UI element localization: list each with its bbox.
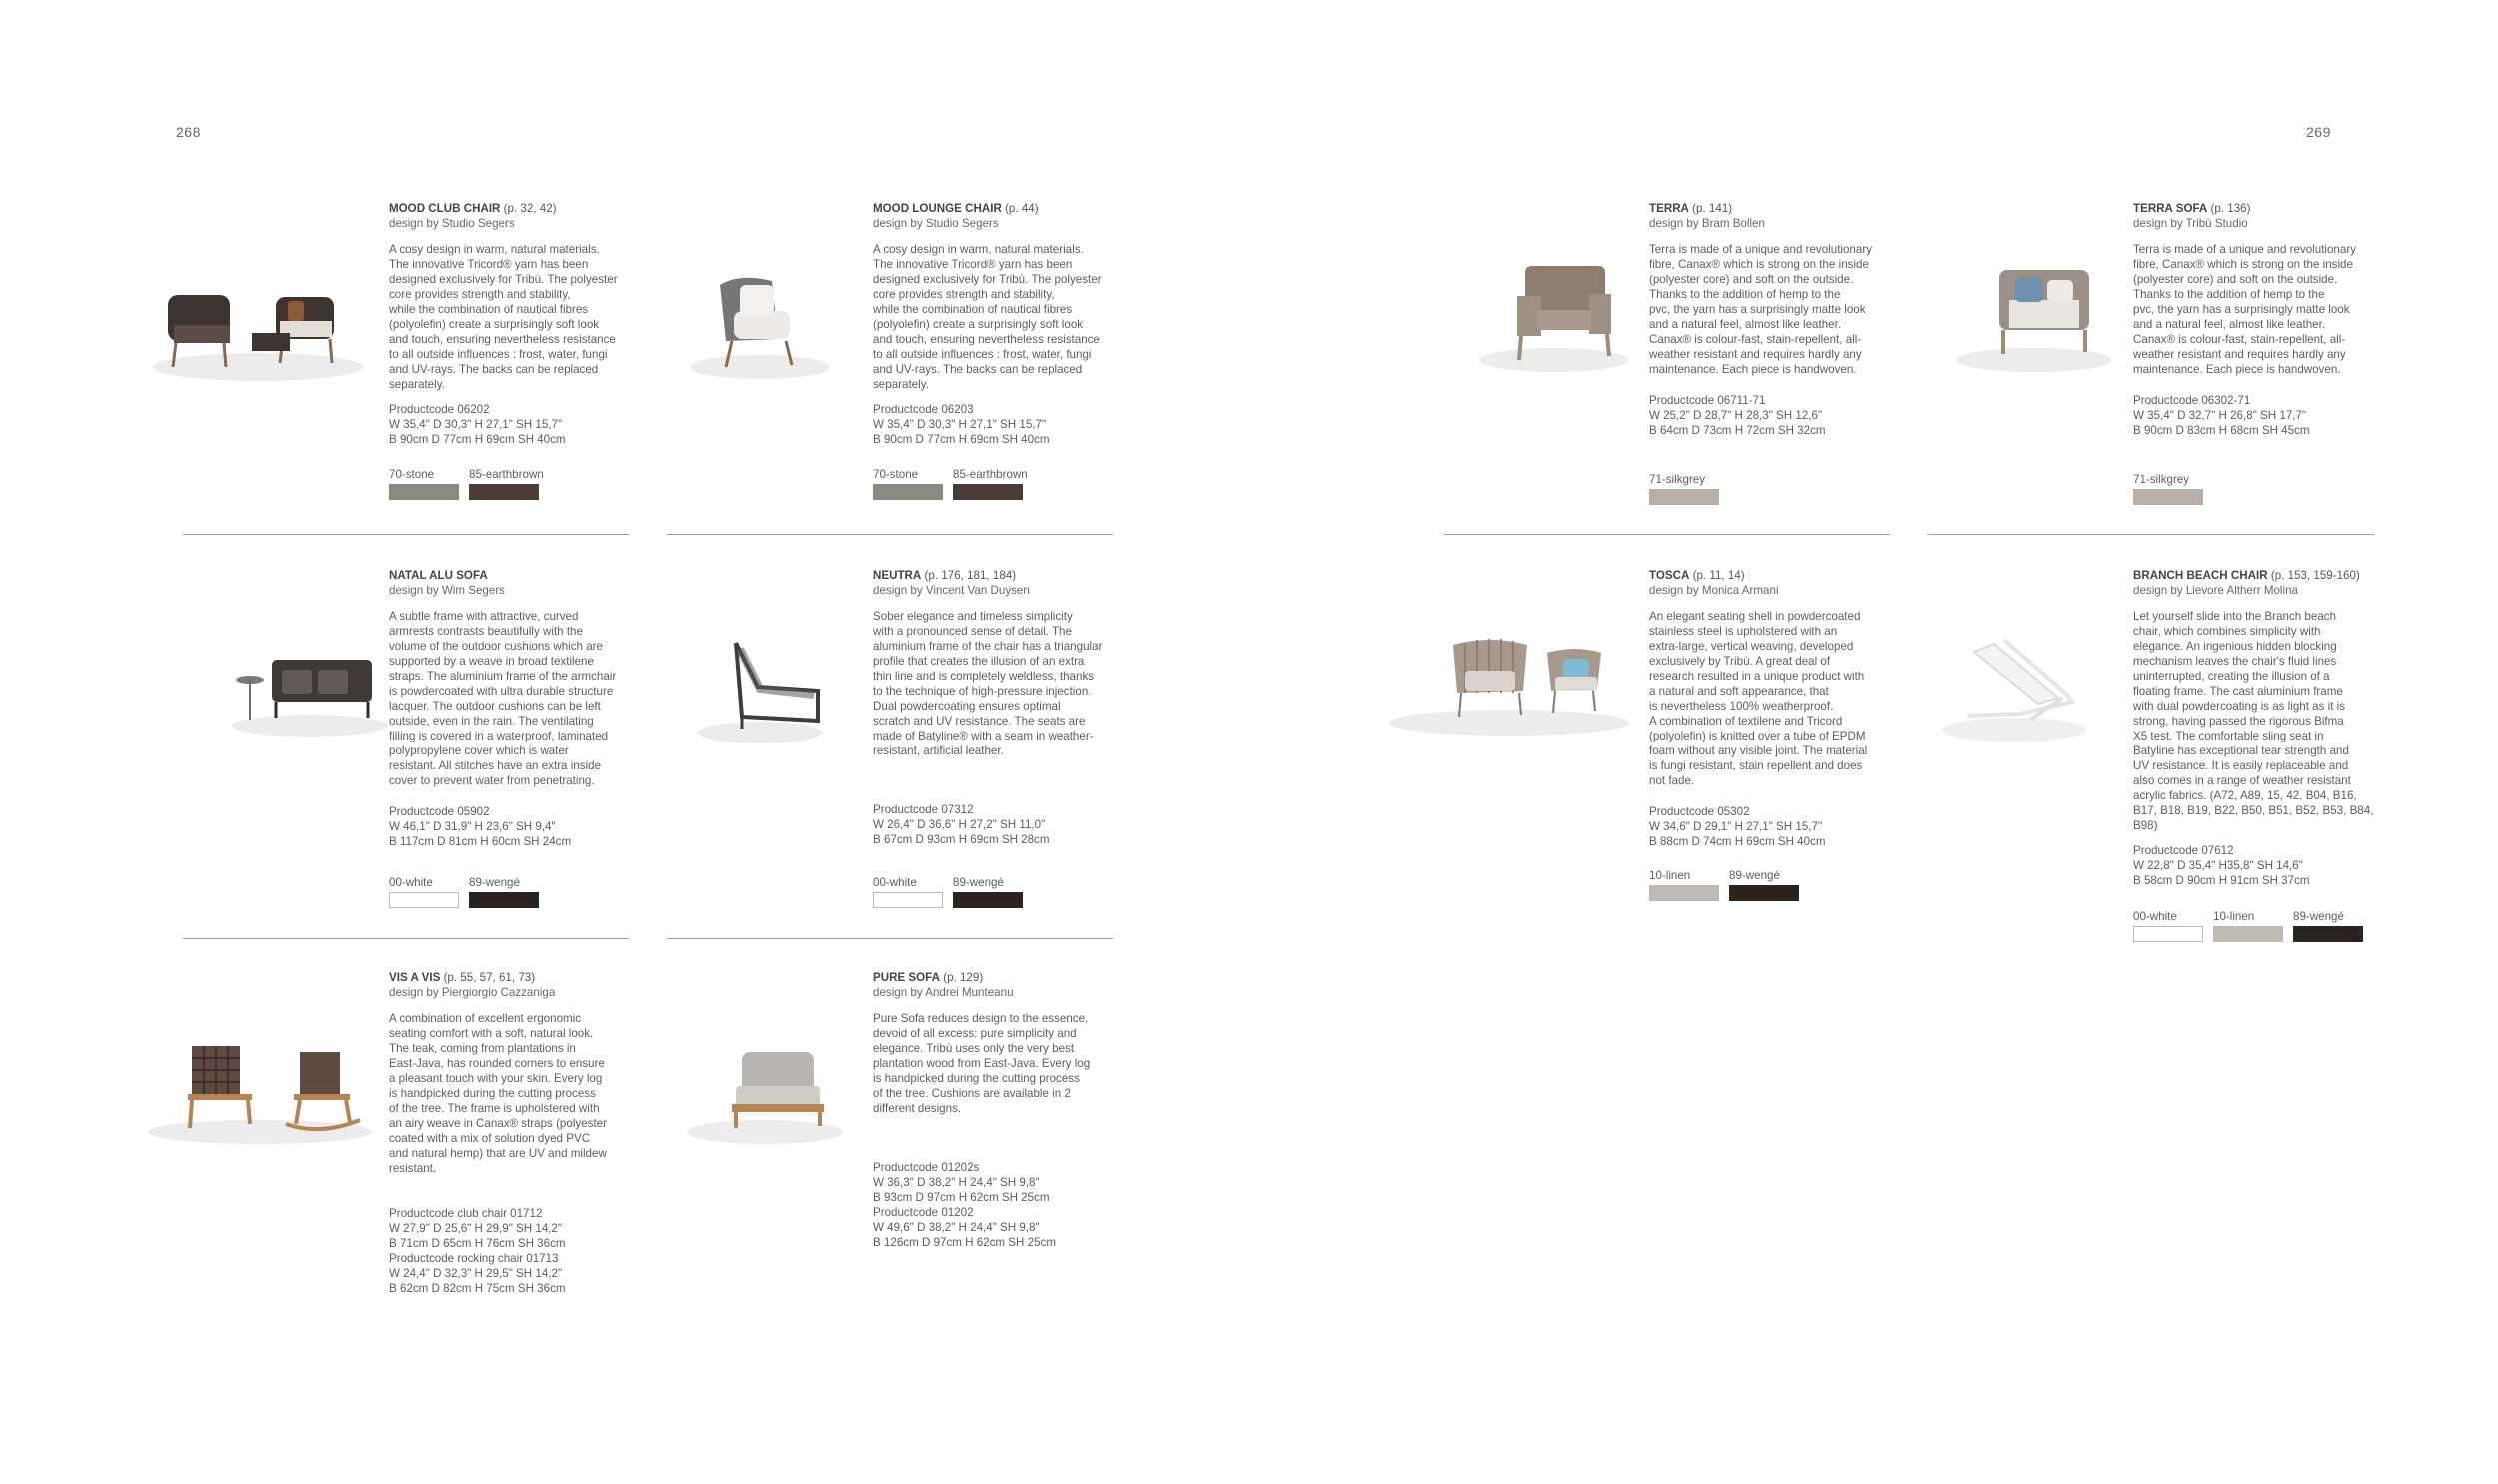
divider	[667, 534, 1113, 535]
vis-a-vis-chairs-photo	[140, 1024, 380, 1154]
product-title	[873, 970, 1327, 985]
product-branch-beach-chair	[2133, 568, 2498, 888]
swatch-label: 89-wengé	[2293, 910, 2344, 923]
product-name: MOOD CLUB CHAIR	[389, 202, 501, 215]
tosca-swatches	[1649, 869, 1799, 901]
swatch-chip	[469, 892, 539, 908]
swatch-earthbrown	[953, 468, 1028, 500]
swatch-wenge	[1729, 869, 1799, 901]
swatch-label: 00-white	[389, 876, 433, 889]
swatch-chip	[1649, 885, 1719, 901]
product-neutra	[873, 568, 1327, 847]
product-description: Terra is made of a unique and revolutionary fibre, Canax® which is strong on the inside (polyester core) and soft on the outside. Thanks to the addition of hemp to the pvc, the yarn has a surprisingly matte look and a natural feel, almost like leather. Canax® is colour-fast, stain-repellent, all- weather resistant and requires hardly any maintenance. Each piece is handwoven.	[1649, 243, 1872, 376]
swatch-chip	[469, 484, 539, 500]
divider	[1928, 534, 2374, 535]
product-page-refs: (p. 55, 57, 61, 73)	[443, 971, 536, 984]
natal-alu-swatches	[389, 876, 539, 908]
divider	[667, 938, 1113, 939]
terra-sofa-photo	[1949, 250, 2119, 385]
product-specs: Productcode 06203 W 35,4" D 30,3" H 27,1" SH 15,7" B 90cm D 77cm H 69cm SH 40cm	[873, 403, 1050, 446]
product-page-refs: (p. 141)	[1692, 202, 1733, 215]
product-designer: design by Andrei Munteanu	[873, 986, 1014, 999]
swatch-label: 70-stone	[389, 468, 435, 481]
product-title	[1649, 568, 2104, 583]
product-page-refs: (p. 129)	[943, 971, 984, 984]
neutra-chair-photo	[690, 625, 850, 754]
product-page-refs: (p. 153, 159-160)	[2270, 569, 2360, 582]
swatch-label: 71-silkgrey	[1649, 473, 1706, 486]
swatch-chip	[2133, 926, 2203, 942]
swatch-chip	[1729, 885, 1799, 901]
product-description: A subtle frame with attractive, curved armrests contrasts beautifully with the volume of the outdoor cushions which are supported by a weave in broad textilene straps. The aluminium frame of the armchair is powdercoated with ultra durable structure lacquer. The outdoor cushions can be left outside, even in the rain. The ventilating filling is covered in a waterproof, laminated polypropylene cover which is water resistant. All stitches have an extra inside cover to prevent water from penetrating.	[389, 610, 617, 787]
product-specs: Productcode 06711-71 W 25,2" D 28,7" H 28,3" SH 12,6" B 64cm D 73cm H 72cm SH 32cm	[1649, 394, 1826, 437]
product-description: Let yourself slide into the Branch beach chair, which combines simplicity with elegance. An ingenious hidden blocking mechanism leaves the chair's fluid lines uninterrupted, creating the illusion of a floating frame. The cast aluminium frame with dual powdercoating is as light as it is strong, having passed the rigorous Bifma X5 test. The comfortable sling seat in Batyline has exceptional tear strength and UV resistance. It is easily replaceable and also comes in a range of weather resistant acrylic fabrics. (A72, A89, 15, 42, B04, B16, B17, B18, B19, B22, B50, B51, B52, B53, B84, B98)	[2133, 610, 2374, 832]
product-title	[873, 568, 1327, 583]
product-designer: design by Studio Segers	[389, 217, 515, 230]
product-title	[2133, 201, 2498, 216]
swatch-label: 10-linen	[2213, 910, 2255, 923]
product-name: VIS A VIS	[389, 971, 441, 984]
product-name: NATAL ALU SOFA	[389, 569, 488, 582]
branch-beach-swatches	[2133, 910, 2363, 942]
product-title	[873, 201, 1327, 216]
swatch-chip	[873, 892, 943, 908]
product-title	[389, 568, 844, 583]
product-designer: design by Studio Segers	[873, 217, 999, 230]
product-description: A cosy design in warm, natural materials. The innovative Tricord® yarn has been designed exclusively for Tribù. The polyester core provides strength and stability, while the combination of nautical fibres (polyolefin) create a surprisingly soft look and touch, ensuring nevertheless resistance to all outside influences : frost, water, fungi and UV-rays. The backs can be replaced separately.	[389, 243, 618, 391]
swatch-label: 89-wengé	[469, 876, 520, 889]
product-title	[2133, 568, 2498, 583]
product-mood-lounge-chair	[873, 201, 1327, 447]
product-specs: Productcode 06302-71 W 35,4" D 32,7" H 26,8" SH 17,7" B 90cm D 83cm H 68cm SH 45cm	[2133, 394, 2310, 437]
swatch-chip	[2293, 926, 2363, 942]
product-name: TOSCA	[1649, 569, 1690, 582]
product-designer: design by Piergiorgio Cazzaniga	[389, 986, 556, 999]
swatch-chip	[953, 892, 1023, 908]
swatch-chip	[2133, 489, 2203, 505]
swatch-stone	[873, 468, 943, 500]
swatch-chip	[873, 484, 943, 500]
product-specs: Productcode 06202 W 35,4" D 30,3" H 27,1" SH 15,7" B 90cm D 77cm H 69cm SH 40cm	[389, 403, 566, 446]
product-description: A combination of excellent ergonomic seating comfort with a soft, natural look. The teak, coming from plantations in East-Java, has rounded corners to ensure a pleasant touch with your skin. Every log is handpicked during the cutting process of the tree. The frame is upholstered with an airy weave in Canax® straps (polyester coated with a mix of solution dyed PVC and natural hemp) that are UV and mildew resistant.	[389, 1012, 607, 1175]
product-specs: Productcode 07312 W 26,4" D 36,6" H 27,2" SH 11,0" B 67cm D 93cm H 69cm SH 28cm	[873, 803, 1050, 846]
swatch-chip	[953, 484, 1023, 500]
swatch-label: 85-earthbrown	[469, 468, 544, 481]
tosca-chairs-photo	[1379, 615, 1639, 749]
product-title	[389, 970, 844, 985]
product-name: PURE SOFA	[873, 971, 940, 984]
natal-alu-sofa-photo	[220, 630, 390, 749]
swatch-silkgrey	[2133, 473, 2203, 505]
terra-sofa-swatches	[2133, 473, 2203, 505]
product-description: Sober elegance and timeless simplicity with a pronounced sense of detail. The aluminium frame of the chair has a triangular profile that creates the illusion of an extra thin line and is completely weldless, thanks to the technique of high-pressure injection. Dual powdercoating ensures optimal scratch and UV resistance. The seats are made of Batyline® with a seam in weather- resistant, artificial leather.	[873, 610, 1103, 757]
page-number-left: 268	[176, 124, 201, 140]
product-designer: design by Bram Bollen	[1649, 217, 1765, 230]
product-title	[1649, 201, 2104, 216]
neutra-swatches	[873, 876, 1023, 908]
product-page-refs: (p. 32, 42)	[503, 202, 557, 215]
swatch-chip	[1649, 489, 1719, 505]
product-designer: design by Wim Segers	[389, 584, 505, 597]
swatch-white	[2133, 910, 2203, 942]
product-specs: Productcode 05902 W 46,1" D 31,9" H 23,6" SH 9,4" B 117cm D 81cm H 60cm SH 24cm	[389, 805, 572, 848]
product-designer: design by Lievore Altherr Molina	[2133, 584, 2298, 597]
swatch-wenge	[469, 876, 539, 908]
swatch-linen	[2213, 910, 2283, 942]
product-description: An elegant seating shell in powdercoated stainless steel is upholstered with an extra-large, vertical weaving, developed exclusively by Tribù. A great deal of research resulted in a unique product with a natural and soft appearance, that is nevertheless 100% weatherproof. A combination of textilene and Tricord (polyolefin) is knitted over a tube of EPDM foam without any visible joint. The material is fungi resistant, stain repellent and does not fade.	[1649, 610, 1868, 787]
product-name: BRANCH BEACH CHAIR	[2133, 569, 2268, 582]
swatch-earthbrown	[469, 468, 544, 500]
swatch-label: 00-white	[873, 876, 917, 889]
product-page-refs: (p. 11, 14)	[1692, 569, 1745, 582]
product-terra-sofa	[2133, 201, 2498, 438]
swatch-label: 71-silkgrey	[2133, 473, 2190, 486]
swatch-white	[389, 876, 459, 908]
divider	[183, 938, 629, 939]
swatch-wenge	[953, 876, 1023, 908]
product-specs: Productcode 07612 W 22,8" D 35,4" H35,8" SH 14,6" B 58cm D 90cm H 91cm SH 37cm	[2133, 844, 2310, 887]
product-page-refs: (p. 176, 181, 184)	[924, 569, 1017, 582]
divider	[1444, 534, 1890, 535]
product-name: TERRA SOFA	[2133, 202, 2208, 215]
product-name: NEUTRA	[873, 569, 922, 582]
mood-club-swatches	[389, 468, 544, 500]
swatch-label: 70-stone	[873, 468, 919, 481]
product-designer: design by Vincent Van Duysen	[873, 584, 1030, 597]
product-designer: design by Tribù Studio	[2133, 217, 2248, 230]
swatch-label: 85-earthbrown	[953, 468, 1028, 481]
product-designer: design by Monica Armani	[1649, 584, 1779, 597]
swatch-label: 89-wengé	[953, 876, 1004, 889]
divider	[183, 534, 629, 535]
product-specs: Productcode 01202s W 36,3" D 38,2" H 24,4" SH 9,8" B 93cm D 97cm H 62cm SH 25cm Productcode 01202 W 49,6" D 38,2" H 24,4" SH 9,8" B 126cm D 97cm H 62cm SH 25cm	[873, 1161, 1056, 1249]
terra-chair-photo	[1469, 250, 1639, 385]
product-title	[389, 201, 844, 216]
product-name: TERRA	[1649, 202, 1689, 215]
swatch-chip	[389, 892, 459, 908]
swatch-wenge	[2293, 910, 2363, 942]
product-specs: Productcode club chair 01712 W 27,9" D 25,6" H 29,9" SH 14,2" B 71cm D 65cm H 76cm SH 36cm Productcode rocking chair 01713 W 24,4" D 32,3" H 29,5" SH 14,2" B 62cm D 82cm H 75cm SH 36cm	[389, 1207, 566, 1295]
swatch-stone	[389, 468, 459, 500]
terra-swatches	[1649, 473, 1719, 505]
swatch-linen	[1649, 869, 1719, 901]
swatch-label: 89-wengé	[1729, 869, 1780, 882]
product-page-refs: (p. 136)	[2210, 202, 2251, 215]
mood-club-chair-photo	[148, 255, 373, 390]
product-description: Terra is made of a unique and revolutionary fibre, Canax® which is strong on the inside (polyester core) and soft on the outside. Thanks to the addition of hemp to the pvc, the yarn has a surprisingly matte look and a natural feel, almost like leather. Canax® is colour-fast, stain-repellent, all- weather resistant and requires hardly any maintenance. Each piece is handwoven.	[2133, 243, 2356, 376]
product-pure-sofa	[873, 970, 1327, 1250]
branch-beach-chair-photo	[1934, 620, 2114, 754]
page-number-right: 269	[2306, 124, 2331, 140]
mood-lounge-swatches	[873, 468, 1028, 500]
mood-lounge-chair-photo	[680, 255, 850, 390]
product-description: Pure Sofa reduces design to the essence, devoid of all excess: pure simplicity and elegance. Tribù uses only the very best plantation wood from East-Java. Every log is handpicked during the cutting process of the tree. Cushions are available in 2 different designs.	[873, 1012, 1091, 1115]
swatch-silkgrey	[1649, 473, 1719, 505]
swatch-white	[873, 876, 943, 908]
swatch-chip	[389, 484, 459, 500]
product-page-refs: (p. 44)	[1005, 202, 1039, 215]
product-description: A cosy design in warm, natural materials. The innovative Tricord® yarn has been designed exclusively for Tribù. The polyester core provides strength and stability, while the combination of nautical fibres (polyolefin) create a surprisingly soft look and touch, ensuring nevertheless resistance to all outside influences : frost, water, fungi and UV-rays. The backs can be replaced separately.	[873, 243, 1102, 391]
swatch-chip	[2213, 926, 2283, 942]
swatch-label: 00-white	[2133, 910, 2177, 923]
swatch-label: 10-linen	[1649, 869, 1691, 882]
pure-sofa-photo	[680, 1024, 850, 1154]
product-specs: Productcode 05302 W 34,6" D 29,1" H 27,1" SH 15,7" B 88cm D 74cm H 69cm SH 40cm	[1649, 805, 1826, 848]
product-name: MOOD LOUNGE CHAIR	[873, 202, 1002, 215]
